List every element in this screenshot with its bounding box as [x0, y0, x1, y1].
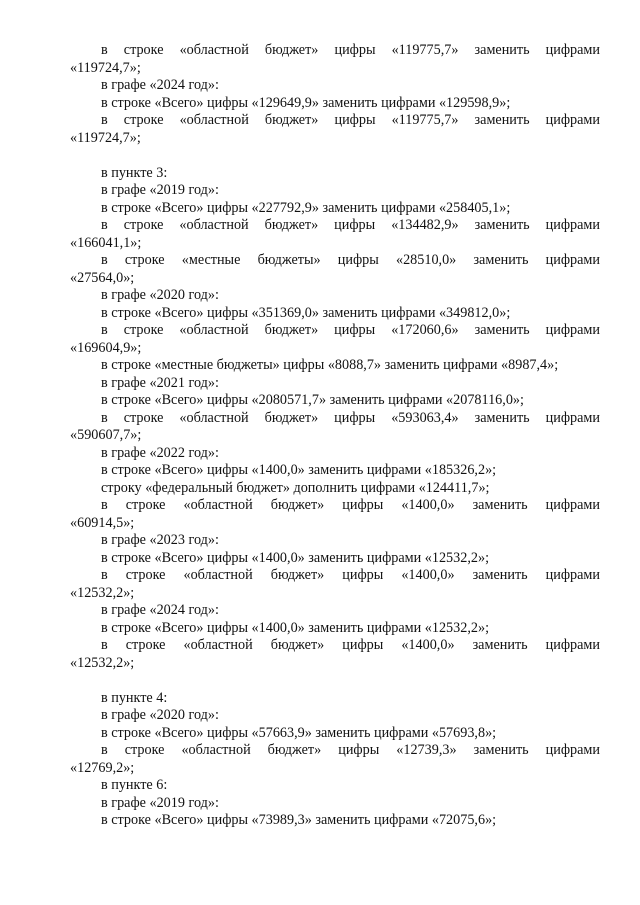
text-line: в строке «областной бюджет» цифры «172060,6» заменить цифрами: [101, 322, 600, 338]
text-line: в строке «Всего» цифры «1400,0» заменить цифрами «185326,2»;: [101, 462, 497, 478]
text-line: в строке «областной бюджет» цифры «1400,0» заменить цифрами: [101, 637, 600, 653]
text-line: в строке «областной бюджет» цифры «1400,0» заменить цифрами: [101, 497, 600, 513]
text-line: в строке «областной бюджет» цифры «12739,3» заменить цифрами: [101, 742, 600, 758]
text-line: «12769,2»;: [70, 759, 135, 776]
text-line: «60914,5»;: [70, 514, 135, 531]
text-line: в строке «областной бюджет» цифры «1400,0» заменить цифрами: [101, 567, 600, 583]
text-line: в пункте 4:: [101, 689, 168, 706]
text-line: в графе «2024 год»:: [101, 602, 219, 618]
text-line: в пункте 6:: [101, 777, 168, 793]
text-line: в строке «местные бюджеты» цифры «28510,0» заменить цифрами: [101, 252, 600, 268]
text-line: в строке «Всего» цифры «73989,3» заменить цифрами «72075,6»;: [101, 812, 497, 828]
blank-line: [70, 672, 600, 690]
text-line: в графе «2020 год»:: [101, 287, 219, 303]
text-line: в графе «2021 год»:: [101, 374, 219, 391]
text-line: в графе «2019 год»:: [101, 182, 219, 198]
text-line: «119724,7»;: [70, 129, 141, 146]
text-line: в строке «Всего» цифры «57663,9» заменить цифрами «57693,8»;: [101, 724, 497, 741]
text-line: в графе «2023 год»:: [101, 532, 219, 548]
text-line: строку «федеральный бюджет» дополнить цифрами «124411,7»;: [101, 479, 490, 496]
document-body: [70, 42, 600, 830]
text-line: в строке «местные бюджеты» цифры «8088,7» заменить цифрами «8987,4»;: [101, 357, 559, 373]
text-line: в строке «областной бюджет» цифры «119775,7» заменить цифрами: [101, 42, 600, 58]
text-line: в пункте 3:: [101, 164, 168, 181]
text-line: в строке «областной бюджет» цифры «134482,9» заменить цифрами: [101, 217, 600, 233]
text-line: в строке «Всего» цифры «351369,0» заменить цифрами «349812,0»;: [101, 304, 511, 321]
text-line: в строке «Всего» цифры «2080571,7» заменить цифрами «2078116,0»;: [101, 392, 524, 408]
text-line: «169604,9»;: [70, 339, 142, 356]
text-line: «590607,7»;: [70, 427, 142, 443]
text-line: в строке «Всего» цифры «1400,0» заменить цифрами «12532,2»;: [101, 549, 490, 566]
text-line: в графе «2020 год»:: [101, 707, 219, 723]
text-line: в графе «2019 год»:: [101, 794, 219, 811]
text-line: в строке «Всего» цифры «1400,0» заменить цифрами «12532,2»;: [101, 619, 490, 636]
text-line: «166041,1»;: [70, 234, 142, 251]
text-line: в строке «областной бюджет» цифры «593063,4» заменить цифрами: [101, 409, 600, 426]
text-line: «119724,7»;: [70, 59, 141, 76]
text-line: «12532,2»;: [70, 584, 135, 601]
text-line: в строке «областной бюджет» цифры «119775,7» заменить цифрами: [101, 112, 600, 128]
text-line: «12532,2»;: [70, 654, 135, 671]
text-line: в графе «2022 год»:: [101, 444, 219, 461]
text-line: в строке «Всего» цифры «227792,9» заменить цифрами «258405,1»;: [101, 199, 511, 216]
blank-line: [70, 147, 600, 165]
text-line: в графе «2024 год»:: [101, 77, 219, 93]
text-line: в строке «Всего» цифры «129649,9» заменить цифрами «129598,9»;: [101, 94, 511, 111]
text-line: «27564,0»;: [70, 269, 135, 286]
